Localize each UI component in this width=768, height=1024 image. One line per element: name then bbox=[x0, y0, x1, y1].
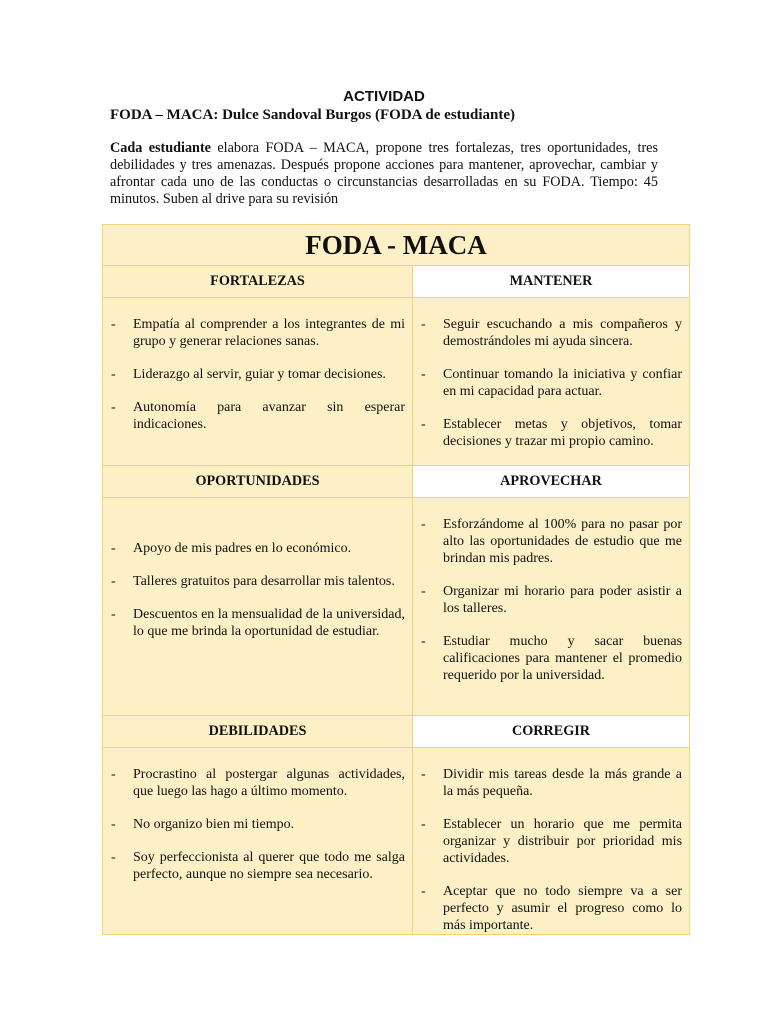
list-item: - Talleres gratuitos para desarrollar mis talentos. bbox=[111, 574, 395, 589]
header-corregir: CORREGIR bbox=[413, 716, 690, 748]
cell-corregir bbox=[413, 748, 690, 935]
list-item: - Liderazgo al servir, guiar y tomar decisiones. bbox=[111, 367, 386, 382]
list-item: - Autonomía para avanzar sin esperar indicaciones. bbox=[111, 400, 405, 432]
instructions-bold: Cada estudiante bbox=[110, 140, 211, 156]
list-item: - Soy perfeccionista al querer que todo me salga perfecto, aunque no siempre sea necesario. bbox=[111, 850, 405, 882]
list-item: - Procrastino al postergar algunas actividades, que luego las hago a último momento. bbox=[111, 767, 405, 799]
table-title: FODA - MACA bbox=[103, 225, 690, 266]
list-item: - Aceptar que no todo siempre va a ser perfecto y asumir el progreso como lo más importante. bbox=[421, 884, 683, 933]
list-item: - Estudiar mucho y sacar buenas calificaciones para mantener el promedio requerido por la universidad. bbox=[421, 634, 683, 683]
list-mantener bbox=[413, 298, 689, 450]
list-item: - Seguir escuchando a mis compañeros y demostrándoles mi ayuda sincera. bbox=[421, 317, 683, 349]
cell-oportunidades bbox=[103, 498, 413, 716]
list-item: - Dividir mis tareas desde la más grande a la más pequeña. bbox=[421, 767, 683, 799]
cell-debilidades bbox=[103, 748, 413, 935]
list-item: - Establecer un horario que me permita organizar y distribuir por prioridad mis actividades. bbox=[421, 817, 683, 866]
list-item: - No organizo bien mi tiempo. bbox=[111, 817, 295, 832]
cell-fortalezas bbox=[103, 298, 413, 466]
instructions-text: elabora FODA – MACA, propone tres fortalezas, tres oportunidades, tres debilidades y tres amenazas. Después propone acciones para mantener, aprovechar, cambiar y afrontar cada uno de las conductas o circunstancias desarrolladas en su FODA. Tiempo: 45 minutos. Suben al drive para su revisión bbox=[110, 140, 658, 207]
activity-heading: ACTIVIDAD bbox=[343, 88, 425, 105]
list-item: - Empatía al comprender a los integrantes de mi grupo y generar relaciones sanas. bbox=[111, 317, 405, 349]
list-aprovechar bbox=[413, 498, 689, 684]
list-debilidades bbox=[103, 748, 412, 883]
header-debilidades: DEBILIDADES bbox=[103, 716, 413, 748]
list-item: - Descuentos en la mensualidad de la universidad, lo que me brinda la oportunidad de estudiar. bbox=[111, 607, 405, 639]
list-oportunidades bbox=[103, 498, 412, 640]
list-corregir bbox=[413, 748, 689, 934]
list-item: - Continuar tomando la iniciativa y confiar en mi capacidad para actuar. bbox=[421, 367, 683, 399]
header-aprovechar: APROVECHAR bbox=[413, 466, 690, 498]
header-fortalezas: FORTALEZAS bbox=[103, 266, 413, 298]
cell-aprovechar bbox=[413, 498, 690, 716]
list-item: - Establecer metas y objetivos, tomar decisiones y trazar mi propio camino. bbox=[421, 417, 683, 449]
foda-table bbox=[102, 224, 690, 935]
list-item: - Esforzándome al 100% para no pasar por alto las oportunidades de estudio que me brindan mis padres. bbox=[421, 517, 683, 566]
document-subtitle: FODA – MACA: Dulce Sandoval Burgos (FODA de estudiante) bbox=[110, 107, 516, 123]
list-item: - Apoyo de mis padres en lo económico. bbox=[111, 541, 352, 556]
header-oportunidades: OPORTUNIDADES bbox=[103, 466, 413, 498]
instructions-paragraph bbox=[110, 140, 658, 208]
list-item: - Organizar mi horario para poder asistir a los talleres. bbox=[421, 584, 683, 616]
list-fortalezas bbox=[103, 298, 412, 433]
header-mantener: MANTENER bbox=[413, 266, 690, 298]
cell-mantener bbox=[413, 298, 690, 466]
